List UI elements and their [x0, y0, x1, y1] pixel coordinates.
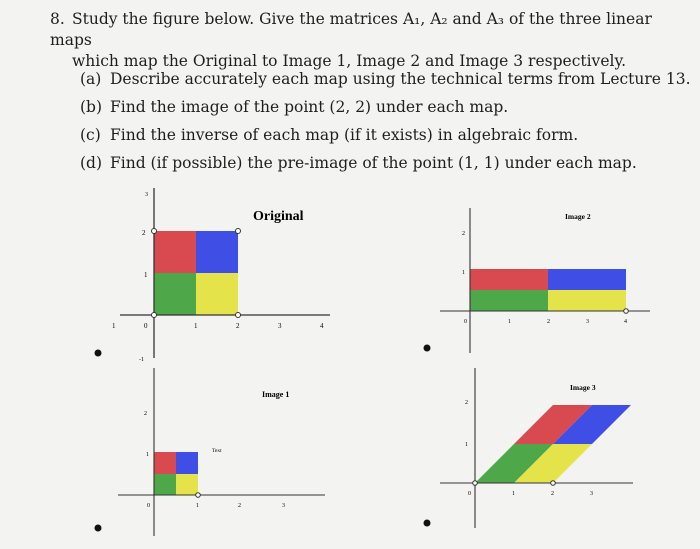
x-tick: 4	[320, 322, 324, 330]
x-tick: 3	[590, 491, 593, 497]
vertex-point	[551, 481, 556, 486]
image3-plot	[440, 368, 633, 528]
rect-red	[470, 269, 548, 290]
original-plot	[112, 188, 330, 363]
image2-plot	[440, 208, 650, 353]
x-tick: 2	[238, 503, 241, 509]
vertex-point	[236, 229, 241, 234]
bullet-dot	[424, 345, 431, 352]
y-tick: 1	[146, 452, 149, 458]
part-label: (b)	[80, 98, 103, 116]
rect-blue	[548, 269, 626, 290]
part-text: Find the image of the point (2, 2) under each map.	[110, 98, 509, 116]
part-label: (c)	[80, 126, 101, 144]
question-number: 8.	[50, 10, 65, 28]
y-tick: 2	[462, 231, 465, 237]
square-green	[154, 273, 196, 315]
y-tick: 1	[462, 270, 465, 276]
vertex-point	[152, 313, 157, 318]
question-text-1: Study the figure below. Give the matrices A₁, A₂ and A₃ of the three linear maps	[50, 10, 652, 49]
vertex-point	[152, 229, 157, 234]
square-green	[154, 474, 176, 495]
rect-green	[470, 290, 548, 311]
x-tick: 2	[236, 322, 240, 330]
square-blue	[176, 452, 198, 474]
bullet-dot	[95, 350, 102, 357]
x-tick: 3	[586, 319, 589, 325]
question-line-2: which map the Original to Image 1, Image 2 and Image 3 respectively.	[72, 52, 627, 70]
part-b	[80, 96, 680, 124]
y-tick: 3	[145, 192, 148, 198]
image2-title: Image 2	[565, 212, 591, 221]
x-tick: 3	[282, 503, 285, 509]
vertex-point	[624, 309, 629, 314]
question-line-1	[50, 9, 690, 51]
x-tick: 2	[551, 491, 554, 497]
part-d	[80, 152, 680, 180]
part-c	[80, 124, 680, 152]
x-tick: 1	[196, 503, 199, 509]
original-title: Original	[253, 209, 304, 224]
x-tick: 0	[144, 322, 148, 330]
square-yellow	[176, 474, 198, 495]
y-tick: 2	[142, 229, 146, 237]
bullet-dot	[95, 525, 102, 532]
part-text: Find (if possible) the pre-image of the point (1, 1) under each map.	[110, 154, 637, 172]
x-tick: 0	[464, 319, 467, 325]
y-tick: 1	[144, 271, 148, 279]
y-tick: 2	[144, 411, 147, 417]
part-label: (a)	[80, 70, 102, 88]
part-label: (d)	[80, 154, 103, 172]
part-a	[80, 68, 691, 96]
vertex-point	[196, 493, 201, 498]
question-parts	[80, 68, 691, 180]
bullet-dot	[424, 520, 431, 527]
vertex-point	[236, 313, 241, 318]
y-tick: 2	[465, 400, 468, 406]
image1-plot	[118, 368, 325, 536]
x-tick: 3	[278, 322, 282, 330]
x-tick: 1	[508, 319, 511, 325]
figure-canvas	[0, 178, 700, 545]
square-blue	[196, 231, 238, 273]
image3-title: Image 3	[570, 383, 596, 392]
x-tick: 0	[147, 503, 150, 509]
x-tick: 1	[194, 322, 198, 330]
square-red	[154, 231, 196, 273]
x-tick: 4	[624, 319, 627, 325]
x-tick: 2	[547, 319, 550, 325]
figure	[0, 178, 700, 545]
square-red	[154, 452, 176, 474]
y-tick: -1	[139, 357, 144, 363]
part-text: Describe accurately each map using the technical terms from Lecture 13.	[110, 70, 691, 88]
y-tick: 1	[465, 442, 468, 448]
x-tick: 1	[512, 491, 515, 497]
x-tick: 1	[112, 322, 116, 330]
vertex-point	[473, 481, 478, 486]
x-tick: 0	[468, 491, 471, 497]
image1-title: Image 1	[262, 390, 290, 399]
image1-annotation: Text	[212, 448, 222, 454]
question-header	[50, 9, 690, 72]
square-yellow	[196, 273, 238, 315]
part-text: Find the inverse of each map (if it exists) in algebraic form.	[110, 126, 579, 144]
rect-yellow	[548, 290, 626, 311]
